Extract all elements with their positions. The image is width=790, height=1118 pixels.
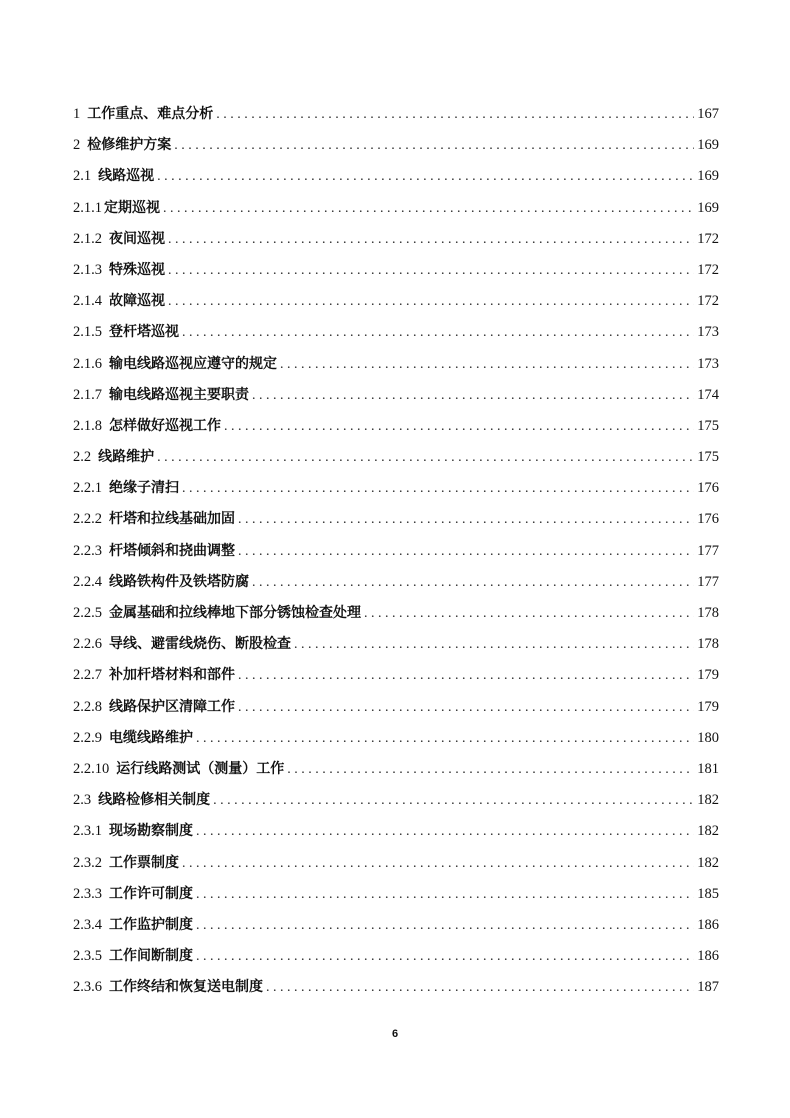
toc-section-title: 线路巡视 xyxy=(98,168,155,185)
toc-section-number: 2.1.8 xyxy=(73,417,102,434)
toc-page-number: 174 xyxy=(697,386,719,403)
toc-dot-leader xyxy=(238,692,694,723)
toc-section-number: 2.3.4 xyxy=(73,916,102,933)
toc-section-title: 检修维护方案 xyxy=(87,137,172,154)
toc-page-number: 181 xyxy=(697,760,719,777)
toc-section-title: 绝缘子清扫 xyxy=(109,480,179,497)
toc-entry[interactable] xyxy=(73,816,719,847)
toc-page-number: 185 xyxy=(697,885,719,902)
toc-section-number: 2.2.6 xyxy=(73,636,102,653)
toc-section-number: 1 xyxy=(73,106,81,122)
toc-page-number: 186 xyxy=(697,948,719,965)
toc-section-number: 2.2.9 xyxy=(73,729,102,746)
toc-page-number: 176 xyxy=(697,511,719,528)
toc-page-number: 187 xyxy=(697,979,719,996)
toc-page-number: 180 xyxy=(697,729,719,746)
toc-section-title: 输电线路巡视主要职责 xyxy=(109,386,249,403)
toc-section-number: 2.3.5 xyxy=(73,948,102,965)
table-of-contents xyxy=(73,99,719,1003)
toc-dot-leader xyxy=(182,848,694,879)
toc-section-number: 2.2.8 xyxy=(73,698,102,715)
toc-page-number: 178 xyxy=(697,636,719,653)
toc-section-title: 工作监护制度 xyxy=(109,916,193,933)
toc-dot-leader xyxy=(252,567,694,598)
toc-section-title: 杆塔倾斜和挠曲调整 xyxy=(109,542,235,559)
toc-page-number: 182 xyxy=(697,854,719,871)
toc-section-title: 工作终结和恢复送电制度 xyxy=(109,979,263,996)
toc-section-title: 杆塔和拉线基础加固 xyxy=(109,511,235,528)
toc-dot-leader xyxy=(252,380,694,411)
toc-page-number: 182 xyxy=(697,823,719,840)
toc-section-title: 工作票制度 xyxy=(109,854,179,871)
toc-entry[interactable] xyxy=(73,848,719,879)
toc-dot-leader xyxy=(182,317,694,348)
toc-dot-leader xyxy=(224,411,694,442)
toc-entry[interactable] xyxy=(73,411,719,442)
toc-entry[interactable] xyxy=(73,99,719,130)
toc-entry[interactable] xyxy=(73,255,719,286)
toc-section-title: 故障巡视 xyxy=(109,293,165,310)
toc-dot-leader xyxy=(182,473,694,504)
toc-section-number: 2.3.3 xyxy=(73,885,102,902)
toc-section-title: 线路维护 xyxy=(98,449,155,466)
toc-dot-leader xyxy=(294,629,694,660)
toc-section-title: 补加杆塔材料和部件 xyxy=(109,667,235,684)
toc-section-number: 2.1.1 xyxy=(73,199,102,216)
toc-page-number: 186 xyxy=(697,916,719,933)
toc-page-number: 179 xyxy=(697,667,719,684)
toc-entry[interactable] xyxy=(73,567,719,598)
toc-entry[interactable] xyxy=(73,473,719,504)
toc-page-number: 177 xyxy=(697,542,719,559)
toc-page-number: 173 xyxy=(697,324,719,341)
toc-section-number: 2.1.4 xyxy=(73,293,102,310)
toc-section-number: 2.2.7 xyxy=(73,667,102,684)
toc-section-title: 现场勘察制度 xyxy=(109,823,193,840)
toc-section-number: 2.3 xyxy=(73,792,92,809)
toc-section-title: 定期巡视 xyxy=(104,199,160,216)
toc-dot-leader xyxy=(157,442,694,473)
toc-dot-leader xyxy=(174,130,694,161)
toc-section-title: 运行线路测试（测量）工作 xyxy=(116,760,285,777)
toc-page-number: 169 xyxy=(697,168,719,185)
toc-section-title: 夜间巡视 xyxy=(109,230,165,247)
toc-entry[interactable] xyxy=(73,536,719,567)
toc-entry[interactable] xyxy=(73,723,719,754)
toc-page-number: 172 xyxy=(697,261,719,278)
toc-dot-leader xyxy=(196,910,694,941)
toc-section-number: 2.2 xyxy=(73,449,92,466)
toc-dot-leader xyxy=(213,785,694,816)
toc-section-title: 工作重点、难点分析 xyxy=(87,106,214,122)
toc-section-number: 2.2.5 xyxy=(73,605,102,621)
toc-entry[interactable] xyxy=(73,629,719,660)
toc-entry[interactable] xyxy=(73,286,719,317)
toc-section-number: 2.1 xyxy=(73,168,92,185)
toc-page-number: 169 xyxy=(697,199,719,216)
toc-section-number: 2.1.3 xyxy=(73,261,102,278)
toc-page-number: 167 xyxy=(697,106,719,122)
toc-section-number: 2 xyxy=(73,137,81,154)
toc-entry[interactable] xyxy=(73,130,719,161)
toc-section-number: 2.3.6 xyxy=(73,979,102,996)
toc-page-number: 173 xyxy=(697,355,719,372)
toc-section-number: 2.2.1 xyxy=(73,480,102,497)
toc-page-number: 179 xyxy=(697,698,719,715)
toc-section-title: 金属基础和拉线棒地下部分锈蚀检查处理 xyxy=(109,605,361,621)
toc-entry[interactable] xyxy=(73,224,719,255)
toc-section-number: 2.1.5 xyxy=(73,324,102,341)
toc-section-title: 特殊巡视 xyxy=(109,261,165,278)
toc-section-number: 2.2.3 xyxy=(73,542,102,559)
toc-dot-leader xyxy=(196,723,694,754)
toc-dot-leader xyxy=(238,504,694,535)
toc-page-number: 177 xyxy=(697,573,719,590)
toc-page-number: 176 xyxy=(697,480,719,497)
toc-section-number: 2.2.4 xyxy=(73,573,102,590)
toc-entry[interactable] xyxy=(73,692,719,723)
toc-entry[interactable] xyxy=(73,442,719,473)
toc-entry[interactable] xyxy=(73,349,719,380)
toc-entry[interactable] xyxy=(73,910,719,941)
toc-section-title: 线路保护区清障工作 xyxy=(109,698,235,715)
toc-entry[interactable] xyxy=(73,161,719,192)
toc-section-title: 工作间断制度 xyxy=(109,948,193,965)
toc-entry[interactable] xyxy=(73,504,719,535)
toc-dot-leader xyxy=(168,224,694,255)
toc-dot-leader xyxy=(157,161,694,192)
toc-page-number: 169 xyxy=(697,137,719,154)
toc-section-number: 2.3.2 xyxy=(73,854,102,871)
toc-page-number: 172 xyxy=(697,230,719,247)
toc-dot-leader xyxy=(238,536,694,567)
page-number: 6 xyxy=(391,1028,399,1040)
toc-dot-leader xyxy=(196,941,694,972)
toc-section-title: 线路铁构件及铁塔防腐 xyxy=(109,573,249,590)
toc-entry[interactable] xyxy=(73,879,719,910)
toc-section-title: 登杆塔巡视 xyxy=(109,324,179,341)
toc-entry[interactable] xyxy=(73,193,719,224)
toc-page-number: 175 xyxy=(697,417,719,434)
toc-section-title: 怎样做好巡视工作 xyxy=(109,417,221,434)
toc-dot-leader xyxy=(266,972,694,1003)
toc-dot-leader xyxy=(364,598,694,629)
toc-dot-leader xyxy=(163,193,694,224)
toc-page-number: 172 xyxy=(697,293,719,310)
toc-dot-leader xyxy=(168,286,694,317)
toc-dot-leader xyxy=(238,660,694,691)
toc-entry[interactable] xyxy=(73,317,719,348)
toc-dot-leader xyxy=(287,754,694,785)
toc-section-number: 2.2.2 xyxy=(73,511,102,528)
toc-section-title: 线路检修相关制度 xyxy=(98,792,211,809)
toc-entry[interactable] xyxy=(73,941,719,972)
toc-page-number: 175 xyxy=(697,449,719,466)
toc-entry[interactable] xyxy=(73,785,719,816)
toc-section-title: 导线、避雷线烧伤、断股检查 xyxy=(109,636,291,653)
toc-section-number: 2.1.2 xyxy=(73,230,102,247)
toc-dot-leader xyxy=(196,816,694,847)
toc-section-number: 2.3.1 xyxy=(73,823,102,840)
toc-dot-leader xyxy=(216,99,694,130)
toc-page-number: 182 xyxy=(697,792,719,809)
toc-dot-leader xyxy=(168,255,694,286)
toc-section-number: 2.2.10 xyxy=(73,760,110,777)
toc-section-title: 工作许可制度 xyxy=(109,885,193,902)
toc-dot-leader xyxy=(280,349,694,380)
toc-section-title: 电缆线路维护 xyxy=(109,729,193,746)
toc-entry[interactable] xyxy=(73,972,719,1003)
toc-section-title: 输电线路巡视应遵守的规定 xyxy=(109,355,277,372)
toc-entry[interactable] xyxy=(73,598,719,629)
toc-entry[interactable] xyxy=(73,660,719,691)
toc-section-number: 2.1.6 xyxy=(73,355,102,372)
toc-dot-leader xyxy=(196,879,694,910)
toc-page-number: 178 xyxy=(697,605,719,621)
toc-section-number: 2.1.7 xyxy=(73,386,102,403)
toc-entry[interactable] xyxy=(73,754,719,785)
toc-entry[interactable] xyxy=(73,380,719,411)
